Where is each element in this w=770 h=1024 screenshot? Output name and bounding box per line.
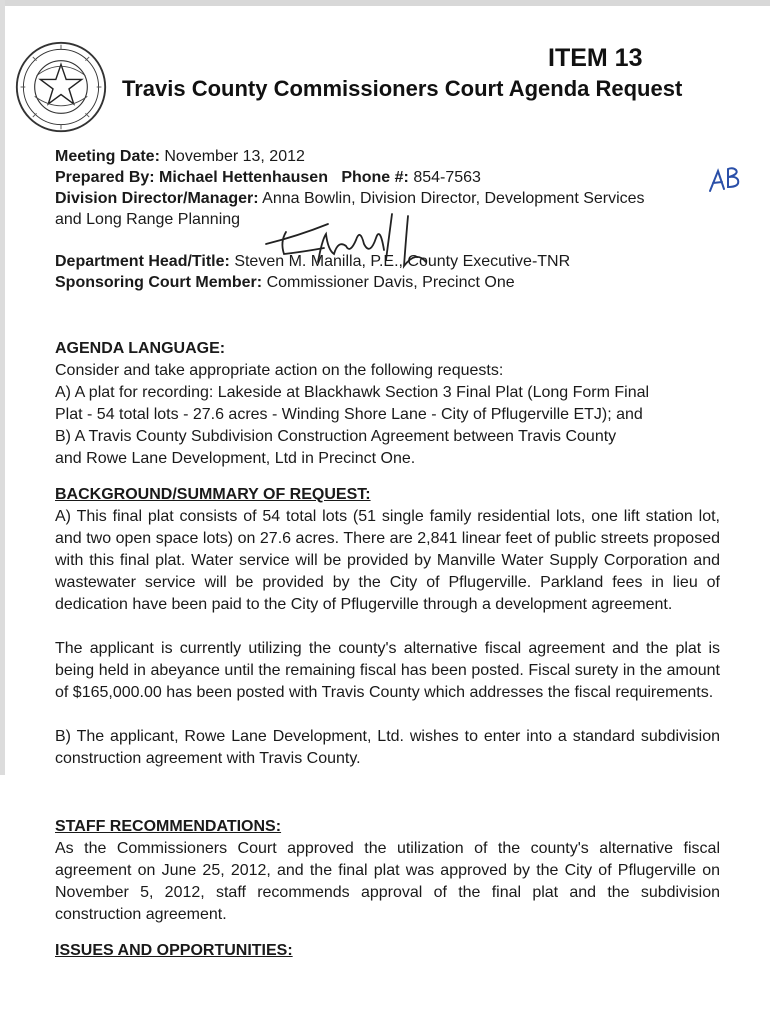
issues-section: [55, 940, 720, 962]
background-section: [55, 484, 720, 770]
agenda-line: Consider and take appropriate action on the following requests:: [55, 362, 504, 379]
prepared-by-line: [55, 169, 481, 187]
agenda-line: Plat - 54 total lots - 27.6 acres - Winding Shore Lane - City of Pflugerville ETJ); and: [55, 406, 643, 423]
agenda-line: A) A plat for recording: Lakeside at Blackhawk Section 3 Final Plat (Long Form Final: [55, 384, 650, 401]
phone-label: Phone #:: [341, 169, 409, 186]
scan-edge-top: [0, 0, 770, 6]
staff-recommendations-section: [55, 816, 720, 926]
scan-edge-left: [0, 0, 5, 775]
division-director-value: Anna Bowlin, Division Director, Development Services: [262, 190, 645, 207]
department-head-label: Department Head/Title:: [55, 253, 230, 270]
agenda-language-section: [55, 338, 720, 470]
prepared-by-label: Prepared By: Michael Hettenhausen: [55, 169, 328, 186]
background-paragraph-b: B) The applicant, Rowe Lane Development, Ltd. wishes to enter into a standard subdivision construction agreement with Travis County.: [55, 728, 720, 767]
department-head-line: [55, 253, 570, 271]
sponsoring-member-line: [55, 274, 515, 292]
division-director-line: [55, 190, 645, 208]
background-paragraph-a: A) This final plat consists of 54 total lots (51 single family residential lots, one lift station lot, and two open space lots) on 27.6 acres. There are 2,841 linear feet of public streets proposed with this final plat. Water service will be provided by Manville Water Supply Corporation and wastewater service will be provided by the City of Pflugerville. Parkland fees in lieu of dedication have been paid to the City of Pflugerville through a development agreement.: [55, 508, 720, 613]
travis-county-seal-icon: [14, 40, 108, 134]
agenda-language-heading: AGENDA LANGUAGE:: [55, 340, 226, 357]
agenda-language-body: [55, 360, 720, 470]
issues-heading: ISSUES AND OPPORTUNITIES:: [55, 942, 293, 959]
meeting-date-value: November 13, 2012: [164, 148, 305, 165]
agenda-line: B) A Travis County Subdivision Construction Agreement between Travis County: [55, 428, 617, 445]
meeting-date-line: [55, 148, 305, 166]
division-director-value-cont: and Long Range Planning: [55, 211, 241, 228]
sponsoring-member-label: Sponsoring Court Member:: [55, 274, 263, 291]
background-heading: BACKGROUND/SUMMARY OF REQUEST:: [55, 486, 371, 503]
document-title: Travis County Commissioners Court Agenda Request: [122, 76, 683, 101]
division-director-line-2: [55, 211, 240, 229]
item-number: ITEM 13: [548, 44, 643, 72]
agenda-line: and Rowe Lane Development, Ltd in Precinct One.: [55, 450, 416, 467]
handwritten-initials: [706, 165, 746, 195]
phone-value: 854-7563: [413, 169, 481, 186]
meeting-date-label: Meeting Date:: [55, 148, 160, 165]
sponsoring-member-value: Commissioner Davis, Precinct One: [266, 274, 515, 291]
division-director-label: Division Director/Manager:: [55, 190, 259, 207]
staff-recommendations-heading: STAFF RECOMMENDATIONS:: [55, 818, 282, 835]
background-paragraph-fiscal: The applicant is currently utilizing the county's alternative fiscal agreement and the plat is being held in abeyance until the remaining fiscal has been posted. Fiscal surety in the amount of $165,000.00 has been posted with Travis County which addresses the fiscal requirements.: [55, 640, 720, 701]
staff-recommendations-paragraph: As the Commissioners Court approved the utilization of the county's alternative fiscal agreement on June 25, 2012, and the final plat was approved by the City of Pflugerville on November 5, 2012, staff recommends approval of the final plat and the subdivision construction agreement.: [55, 840, 720, 923]
department-head-value: Steven M. Manilla, P.E., County Executive-TNR: [234, 253, 571, 270]
